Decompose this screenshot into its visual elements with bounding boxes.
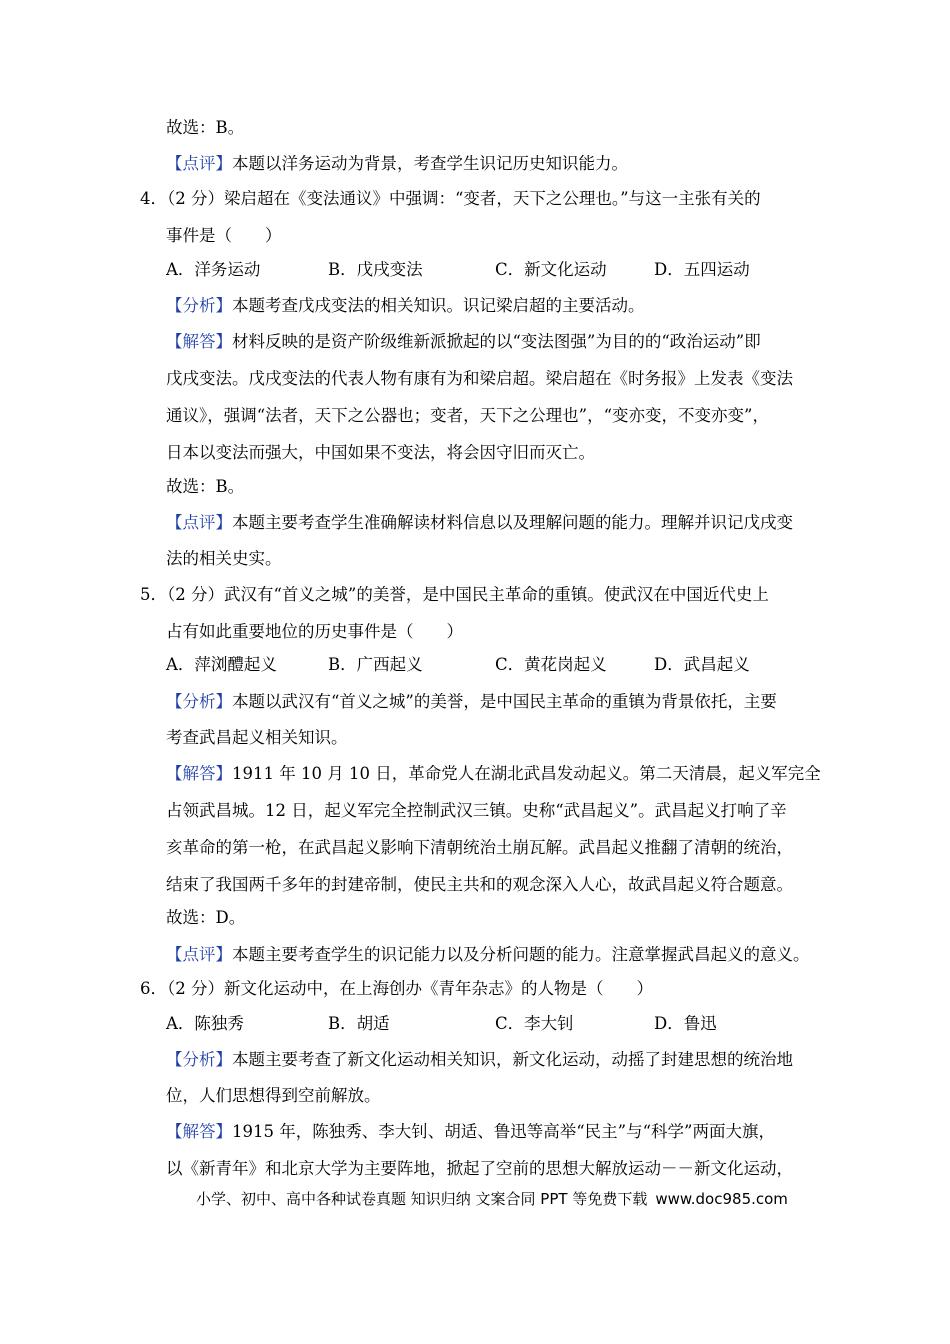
question-6-stem: 6．（2 分）新文化运动中，在上海创办《青年杂志》的人物是（ ） (140, 979, 653, 998)
analysis-line: 【分析】本题以武汉有“首义之城”的美誉，是中国民主革命的重镇为背景依托，主要 (166, 692, 777, 711)
option-b: B．戊戌变法 (328, 260, 423, 279)
option-c: C．新文化运动 (495, 260, 607, 279)
option-d: D．鲁迅 (654, 1014, 717, 1033)
question-4-options (166, 258, 806, 282)
option-b: B．广西起义 (328, 655, 423, 674)
option-b: B．胡适 (328, 1014, 390, 1033)
comment-line: 【点评】本题主要考查学生准确解读材料信息以及理解问题的能力。理解并识记戊戌变 (166, 513, 793, 532)
option-a: A．洋务运动 (166, 260, 261, 279)
comment-line: 【点评】本题以洋务运动为背景，考查学生识记历史知识能力。 (166, 154, 628, 173)
answer-tag: 【解答】 (166, 764, 232, 783)
question-5-options (166, 653, 806, 677)
choice-line: 故选：B。 (166, 477, 245, 496)
comment-tag: 【点评】 (166, 945, 232, 964)
option-c: C．李大钊 (495, 1014, 574, 1033)
comment-line: 【点评】本题主要考查学生的识记能力以及分析问题的能力。注意掌握武昌起义的意义。 (166, 945, 810, 964)
analysis-tag: 【分析】 (166, 296, 232, 315)
answer-line: 【解答】材料反映的是资产阶级维新派掀起的以“变法图强”为目的的“政治运动”即 (166, 332, 761, 351)
question-6-options (166, 1012, 806, 1036)
option-c: C．黄花岗起义 (495, 655, 607, 674)
option-a: A．萍浏醴起义 (166, 655, 277, 674)
question-number: 5． (140, 585, 167, 604)
answer-line: 日本以变法而强大，中国如果不变法，将会因守旧而灭亡。 (166, 443, 595, 462)
analysis-line: 位，人们思想得到空前解放。 (166, 1086, 381, 1105)
answer-line: 【解答】1911 年 10 月 10 日，革命党人在湖北武昌发动起义。第二天清晨，起义军完全 (166, 764, 821, 783)
question-5-stem-cont: 占有如此重要地位的历史事件是（ ） (166, 622, 463, 641)
footer-text: 小学、初中、高中各种试卷真题 知识归纳 文案合同 PPT 等免费下载 (196, 1190, 648, 1208)
answer-line: 【解答】1915 年，陈独秀、李大钊、胡适、鲁迅等高举“民主”与“科学”两面大旗， (166, 1122, 775, 1141)
question-number: 4． (140, 189, 167, 208)
choice-line: 故选：B。 (166, 118, 245, 137)
answer-line: 以《新青年》和北京大学为主要阵地，掀起了空前的思想大解放运动－－新文化运动， (166, 1159, 793, 1178)
choice-line: 故选：D。 (166, 908, 246, 927)
question-4-stem: 4．（2 分）梁启超在《变法通议》中强调：“变者，天下之公理也。”与这一主张有关的 (140, 189, 761, 208)
answer-line: 占领武昌城。12 日，起义军完全控制武汉三镇。史称“武昌起义”。武昌起义打响了辛 (166, 801, 787, 820)
option-d: D．五四运动 (654, 260, 750, 279)
page-footer (196, 1188, 788, 1210)
answer-line: 通议》，强调“法者，天下之公器也；变者，天下之公理也”，“变亦变，不变亦变”， (166, 406, 769, 425)
comment-tag: 【点评】 (166, 154, 232, 173)
answer-tag: 【解答】 (166, 332, 232, 351)
answer-line: 亥革命的第一枪，在武昌起义影响下清朝统治土崩瓦解。武昌起义推翻了清朝的统治， (166, 838, 793, 857)
question-number: 6． (140, 979, 167, 998)
answer-line: 结束了我国两千多年的封建帝制，使民主共和的观念深入人心，故武昌起义符合题意。 (166, 875, 793, 894)
option-d: D．武昌起义 (654, 655, 750, 674)
comment-tag: 【点评】 (166, 513, 232, 532)
option-a: A．陈独秀 (166, 1014, 244, 1033)
analysis-line: 【分析】本题考查戊戌变法的相关知识。识记梁启超的主要活动。 (166, 296, 645, 315)
comment-line: 法的相关史实。 (166, 549, 282, 568)
footer-url[interactable]: www.doc985.com (655, 1190, 788, 1208)
analysis-tag: 【分析】 (166, 1050, 232, 1069)
analysis-line: 【分析】本题主要考查了新文化运动相关知识，新文化运动，动摇了封建思想的统治地 (166, 1050, 793, 1069)
analysis-tag: 【分析】 (166, 692, 232, 711)
question-4-stem-cont: 事件是（ ） (166, 226, 282, 245)
answer-line: 戊戌变法。戊戌变法的代表人物有康有为和梁启超。梁启超在《时务报》上发表《变法 (166, 369, 793, 388)
answer-tag: 【解答】 (166, 1122, 232, 1141)
analysis-line: 考查武昌起义相关知识。 (166, 728, 348, 747)
question-5-stem: 5．（2 分）武汉有“首义之城”的美誉，是中国民主革命的重镇。使武汉在中国近代史上 (140, 585, 769, 604)
